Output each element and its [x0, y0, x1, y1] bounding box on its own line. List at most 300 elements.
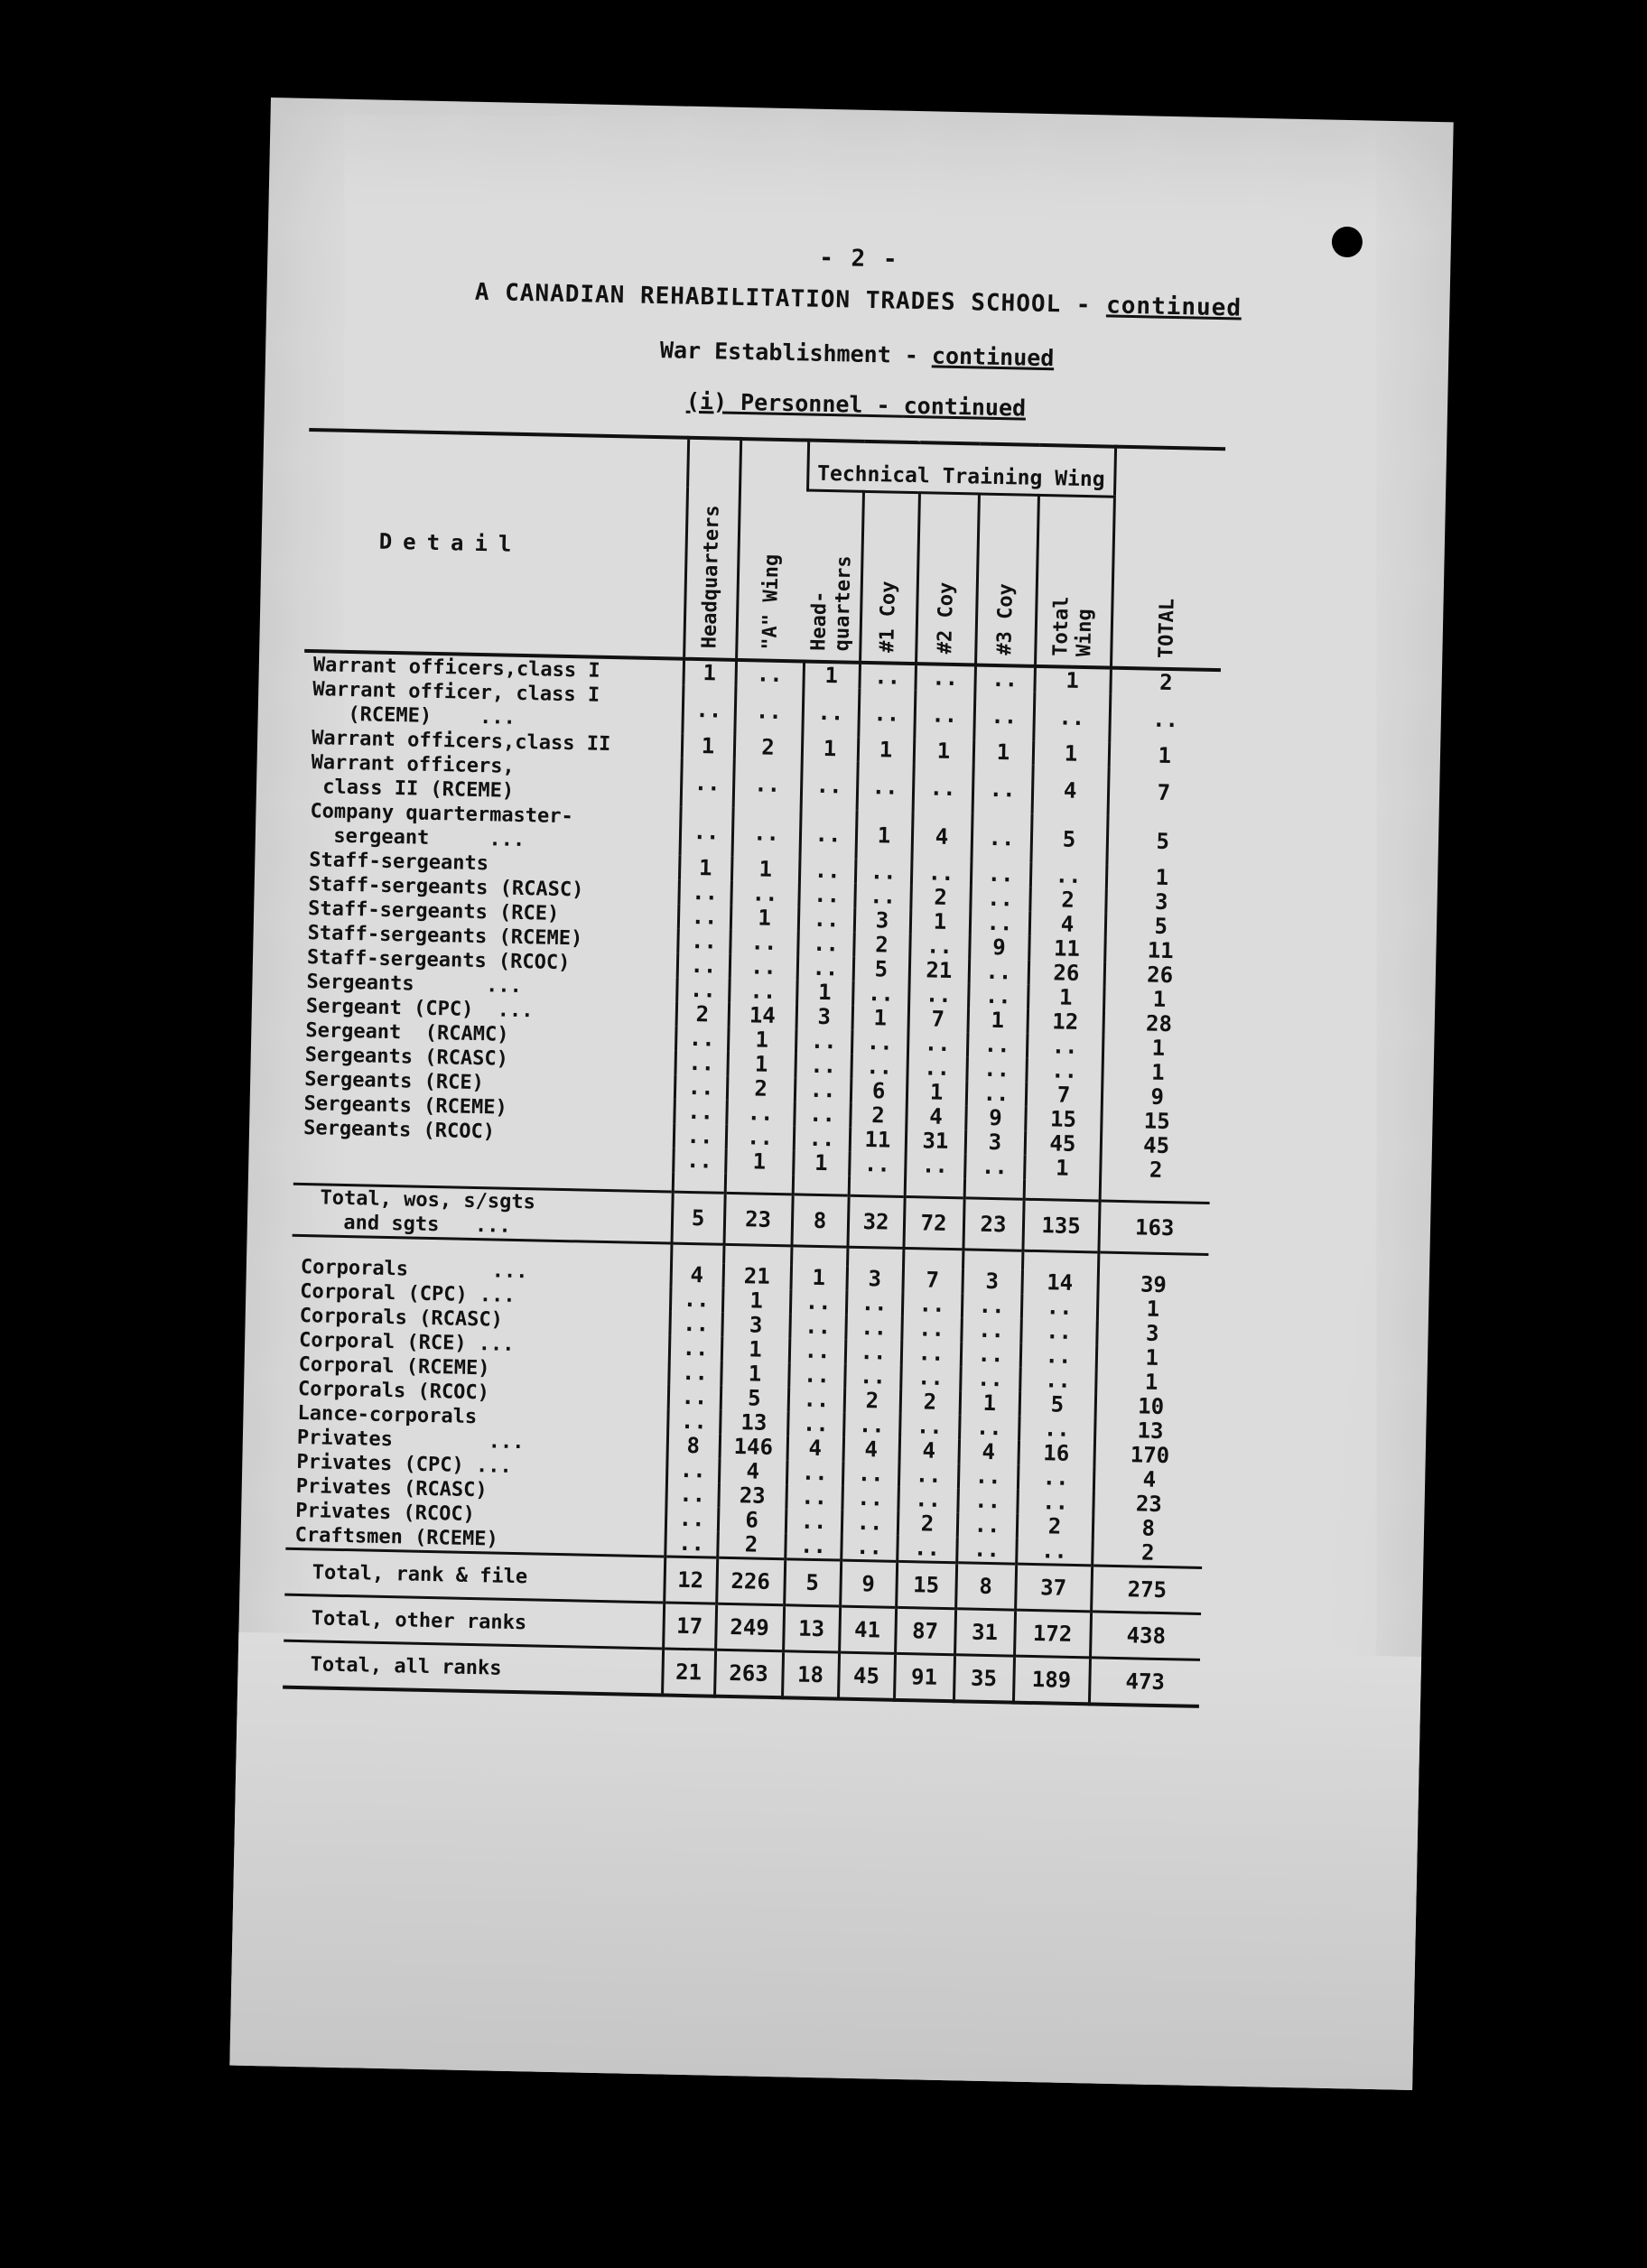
- row-value: 11: [850, 1128, 907, 1153]
- row-label: Craftsmen (RCEME): [294, 1523, 499, 1551]
- row-value: ..: [902, 1292, 963, 1317]
- row-label: Total, wos, s/sgts and sgts ...: [293, 1184, 673, 1243]
- row-label: Warrant officer, class I (RCEME) ...: [312, 678, 600, 730]
- row-value: 31: [906, 1129, 966, 1154]
- row-value: 12: [664, 1557, 717, 1603]
- row-value: 10: [1095, 1393, 1206, 1420]
- row-value: ..: [909, 934, 970, 959]
- row-value: ..: [665, 1507, 719, 1532]
- row-value: 32: [847, 1195, 904, 1248]
- row-value: 1: [1102, 1060, 1213, 1087]
- row-value: ..: [959, 1415, 1019, 1440]
- row-value: 4: [1032, 766, 1109, 816]
- row-label: Corporals ...: [300, 1255, 528, 1284]
- row-label: Sergeants (RCASC): [304, 1044, 509, 1071]
- row-value: ..: [730, 881, 799, 907]
- row-value: ..: [914, 690, 974, 739]
- row-value: 189: [1013, 1656, 1090, 1704]
- row-value: 3: [854, 908, 911, 934]
- row-value: ..: [907, 1031, 968, 1056]
- row-value: ..: [730, 930, 798, 956]
- row-value: 1: [727, 1052, 796, 1078]
- row-value: 1: [803, 661, 860, 688]
- spacer-cell: [1098, 1252, 1208, 1274]
- row-value: 249: [715, 1603, 784, 1651]
- row-value: ..: [956, 1537, 1017, 1564]
- row-value: ..: [843, 1413, 900, 1438]
- row-value: ..: [970, 886, 1030, 911]
- row-value: ..: [726, 1101, 795, 1127]
- row-value: 2: [676, 1002, 730, 1027]
- row-value: ..: [733, 759, 802, 810]
- row-value: 39: [1097, 1271, 1208, 1298]
- row-value: ..: [1033, 692, 1110, 743]
- row-value: ..: [901, 1316, 962, 1342]
- row-value: 9: [840, 1560, 897, 1607]
- row-value: 1: [855, 811, 912, 860]
- row-label: Staff-sergeants (RCASC): [308, 873, 584, 902]
- row-value: ..: [961, 1317, 1021, 1343]
- row-value: 1: [910, 909, 971, 934]
- row-value: 15: [1025, 1107, 1102, 1133]
- row-value: ..: [681, 758, 734, 808]
- row-value: ..: [732, 808, 801, 859]
- row-value: 3: [721, 1313, 790, 1339]
- ink-blot: [1332, 227, 1363, 258]
- row-value: 23: [718, 1483, 786, 1510]
- row-value: 13: [783, 1605, 840, 1652]
- row-value: ..: [675, 1051, 728, 1076]
- row-value: ..: [842, 1486, 898, 1511]
- row-value: ..: [1017, 1490, 1093, 1516]
- row-value: ..: [1027, 1034, 1103, 1060]
- row-value: 1: [679, 856, 732, 881]
- row-value: ..: [682, 685, 735, 735]
- row-value: ..: [796, 1028, 852, 1054]
- row-value: ..: [797, 955, 854, 981]
- row-value: ..: [668, 1385, 721, 1410]
- row-value: ..: [972, 764, 1033, 813]
- row-value: ..: [678, 905, 731, 930]
- row-value: ..: [788, 1387, 845, 1412]
- row-label: Corporal (RCE) ...: [298, 1328, 515, 1356]
- row-label: Corporal (RCEME): [298, 1352, 490, 1380]
- row-value: ..: [957, 1512, 1018, 1538]
- row-value: 7: [902, 1268, 963, 1293]
- row-value: 5: [672, 1192, 725, 1244]
- row-value: 1: [721, 1337, 790, 1363]
- row-value: 1: [1096, 1344, 1207, 1371]
- row-value: 1: [1095, 1369, 1206, 1396]
- row-value: 35: [954, 1655, 1014, 1703]
- row-value: 1: [1034, 666, 1111, 694]
- row-value: ..: [799, 858, 856, 883]
- row-value: ..: [1018, 1465, 1094, 1492]
- page-number: - 2 -: [818, 244, 899, 274]
- row-value: 45: [1025, 1131, 1102, 1157]
- row-value: 4: [1093, 1466, 1205, 1493]
- row-label: Staff-sergeants (RCEME): [307, 922, 583, 951]
- row-value: ..: [913, 763, 973, 813]
- row-label: Sergeant (RCAMC): [305, 1019, 509, 1046]
- row-value: ..: [799, 809, 856, 859]
- row-value: 1: [1103, 987, 1214, 1014]
- row-label: Total, other ranks: [284, 1594, 664, 1649]
- row-value: ..: [897, 1536, 957, 1563]
- row-value: 5: [1030, 814, 1107, 865]
- row-value: 3: [846, 1267, 903, 1292]
- row-value: 3: [1096, 1320, 1207, 1347]
- table-body: [283, 651, 1221, 1706]
- spacer-cell: [723, 1244, 791, 1265]
- spacer-cell: [903, 1248, 963, 1269]
- row-value: ..: [789, 1314, 846, 1339]
- spacer-cell: [725, 1174, 793, 1194]
- spacer-cell: [673, 1173, 725, 1194]
- row-value: 2: [1100, 1157, 1211, 1184]
- row-value: ..: [966, 1056, 1027, 1082]
- row-value: ..: [1020, 1319, 1097, 1345]
- row-value: ..: [973, 691, 1034, 740]
- row-value: ..: [790, 1289, 847, 1315]
- column-group-technical-training-wing: Technical Training Wing: [807, 441, 1115, 497]
- row-value: ..: [676, 978, 730, 1003]
- row-value: 170: [1093, 1442, 1205, 1469]
- section-heading: [265, 379, 1447, 430]
- row-value: ..: [969, 959, 1029, 984]
- row-value: 7: [908, 1007, 969, 1032]
- row-value: ..: [851, 1030, 908, 1055]
- spacer-cell: [791, 1246, 847, 1267]
- row-value: ..: [735, 660, 804, 688]
- row-value: 23: [1093, 1491, 1204, 1518]
- row-value: 11: [1028, 936, 1105, 962]
- spacer-cell: [1100, 1181, 1210, 1203]
- row-value: 1: [914, 739, 974, 764]
- row-label: Privates (CPC) ...: [296, 1450, 512, 1478]
- page-shading: [229, 1632, 1421, 2090]
- row-value: 2: [727, 1076, 796, 1102]
- row-value: ..: [798, 906, 855, 932]
- row-value: ..: [970, 910, 1030, 935]
- row-value: 4: [1029, 912, 1106, 938]
- row-value: ..: [1030, 863, 1107, 889]
- row-value: ..: [670, 1287, 723, 1313]
- row-value: 1: [1106, 865, 1217, 892]
- table-header: [304, 430, 1225, 670]
- row-label: Warrant officers, class II (RCEME): [310, 751, 515, 803]
- row-value: ..: [908, 982, 969, 1008]
- row-label: Privates (RCOC): [294, 1499, 476, 1527]
- row-value: 1: [1103, 1036, 1214, 1063]
- spacer-cell: [1024, 1180, 1100, 1201]
- row-value: ..: [849, 1152, 906, 1177]
- row-label: Corporal (CPC) ...: [300, 1279, 516, 1307]
- row-value: 2: [850, 1103, 907, 1129]
- row-value: 3: [962, 1269, 1022, 1294]
- row-value: 1: [1109, 743, 1220, 770]
- row-value: 2: [910, 885, 971, 910]
- row-value: ..: [794, 1101, 851, 1127]
- row-value: ..: [669, 1336, 722, 1362]
- row-value: 4: [906, 1104, 966, 1129]
- column-header-coy-2: #2 Coy: [916, 492, 979, 665]
- row-value: ..: [680, 807, 733, 857]
- row-value: ..: [900, 1365, 961, 1390]
- row-value: 1: [852, 1006, 909, 1031]
- row-value: ..: [726, 1125, 795, 1151]
- row-value: ..: [968, 983, 1028, 1009]
- row-value: 8: [1093, 1515, 1204, 1542]
- column-header-total: TOTAL: [1111, 447, 1225, 671]
- row-value: 26: [1028, 961, 1105, 987]
- row-value: ..: [788, 1362, 845, 1388]
- row-value: ..: [734, 686, 803, 737]
- row-value: ..: [842, 1462, 899, 1487]
- row-label: Total, all ranks: [283, 1641, 663, 1695]
- row-value: 9: [969, 934, 1029, 960]
- row-value: ..: [677, 929, 730, 954]
- row-value: ..: [964, 1154, 1025, 1179]
- row-value: ..: [1021, 1295, 1098, 1321]
- row-value: ..: [841, 1535, 898, 1562]
- row-value: ..: [789, 1338, 846, 1363]
- row-value: ..: [851, 1055, 907, 1080]
- row-value: 26: [1104, 962, 1215, 990]
- spacer-cell: [849, 1176, 905, 1197]
- row-value: 2: [1110, 668, 1221, 697]
- row-value: 438: [1090, 1612, 1201, 1660]
- row-value: ..: [898, 1487, 958, 1512]
- row-value: 5: [721, 1386, 789, 1412]
- row-value: ..: [854, 884, 911, 909]
- row-label: Staff-sergeants (RCE): [307, 897, 560, 925]
- row-value: ..: [674, 1124, 727, 1149]
- row-value: ..: [846, 1291, 903, 1316]
- row-value: ..: [665, 1530, 718, 1557]
- row-value: ..: [901, 1341, 962, 1366]
- row-value: ..: [786, 1509, 842, 1534]
- row-value: 1: [1028, 985, 1104, 1011]
- row-value: 1: [802, 736, 859, 761]
- row-value: 1: [731, 857, 800, 883]
- row-value: 1: [907, 1080, 967, 1105]
- row-value: 1: [960, 1390, 1020, 1416]
- row-value: ..: [844, 1364, 901, 1390]
- row-value: 1: [1024, 1156, 1101, 1182]
- row-label: Company quartermaster- sergeant ...: [309, 800, 574, 852]
- row-label: Privates (RCASC): [295, 1474, 488, 1502]
- row-value: 87: [895, 1607, 955, 1654]
- row-value: ..: [915, 664, 975, 691]
- row-value: 2: [844, 1389, 901, 1414]
- column-header-headquarters: Headquarters: [684, 438, 740, 660]
- row-value: 6: [851, 1079, 907, 1104]
- row-value: 5: [1105, 914, 1216, 941]
- row-value: 263: [714, 1650, 783, 1697]
- row-label: Sergeants (RCOC): [302, 1117, 496, 1144]
- row-value: ..: [845, 1340, 902, 1365]
- row-value: 4: [671, 1263, 724, 1288]
- row-label: Warrant officers,class I: [312, 654, 600, 683]
- row-value: ..: [1019, 1417, 1095, 1443]
- spacer-cell: [963, 1250, 1022, 1270]
- row-value: ..: [858, 689, 915, 739]
- row-value: 37: [1015, 1564, 1092, 1612]
- row-value: 1: [721, 1362, 789, 1388]
- column-header-detail: Detail: [378, 528, 523, 557]
- row-value: 9: [1102, 1084, 1213, 1111]
- row-value: 2: [717, 1532, 786, 1559]
- row-value: ..: [675, 1027, 729, 1052]
- row-value: 4: [898, 1438, 959, 1464]
- row-value: 2: [1017, 1514, 1093, 1540]
- personnel-table-wrapper: [283, 428, 1225, 1708]
- row-value: 15: [896, 1561, 956, 1608]
- row-label: Sergeants ...: [306, 971, 523, 999]
- row-value: ..: [795, 1077, 851, 1102]
- column-header-coy-3: #3 Coy: [975, 494, 1038, 666]
- row-label: Staff-sergeants: [309, 849, 489, 876]
- row-value: 1: [683, 659, 736, 686]
- row-value: 4: [911, 812, 972, 861]
- row-value: 1: [858, 738, 915, 763]
- row-value: 31: [954, 1609, 1015, 1656]
- row-value: ..: [911, 860, 972, 886]
- row-value: ..: [957, 1488, 1018, 1513]
- row-value: 21: [909, 958, 970, 983]
- row-value: ..: [962, 1293, 1022, 1318]
- row-value: 275: [1091, 1566, 1202, 1614]
- row-value: 4: [787, 1436, 844, 1461]
- row-value: ..: [852, 981, 909, 1007]
- row-label: Corporals (RCOC): [297, 1377, 490, 1405]
- row-value: 146: [720, 1435, 788, 1461]
- row-label: Sergeants (RCEME): [303, 1092, 508, 1120]
- row-value: 1: [728, 1027, 796, 1054]
- row-value: 3: [796, 1004, 853, 1029]
- row-value: 72: [903, 1196, 963, 1249]
- row-value: ..: [1020, 1343, 1097, 1370]
- row-value: 1: [973, 739, 1034, 765]
- row-value: 2: [1092, 1539, 1203, 1567]
- row-value: 15: [1101, 1109, 1212, 1136]
- title-continued: continued: [1105, 292, 1242, 322]
- row-value: 2: [853, 933, 910, 958]
- row-value: 13: [1094, 1418, 1205, 1445]
- row-label: Sergeants (RCE): [303, 1068, 485, 1095]
- row-value: 1: [790, 1265, 847, 1290]
- row-value: ..: [669, 1312, 722, 1337]
- row-value: 2: [898, 1511, 958, 1537]
- row-value: 1: [796, 980, 853, 1005]
- row-value: 473: [1089, 1658, 1200, 1706]
- row-value: 4: [719, 1459, 787, 1485]
- row-value: ..: [785, 1533, 842, 1560]
- document-title: [266, 274, 1449, 326]
- row-label: Staff-sergeants (RCOC): [306, 946, 571, 975]
- spacer-cell: [671, 1243, 723, 1264]
- row-value: 12: [1027, 1009, 1103, 1036]
- row-value: ..: [786, 1484, 842, 1510]
- row-value: 28: [1103, 1011, 1214, 1038]
- row-value: 23: [963, 1198, 1023, 1250]
- row-label: Total, rank & file: [284, 1548, 665, 1603]
- title-main: A CANADIAN REHABILITATION TRADES SCHOOL -: [474, 278, 1107, 320]
- row-value: ..: [905, 1153, 965, 1178]
- row-label: Warrant officers,class II: [311, 727, 611, 757]
- row-value: 7: [1026, 1083, 1103, 1109]
- row-value: 1: [793, 1150, 850, 1176]
- row-value: 1: [730, 906, 799, 932]
- row-value: 16: [1018, 1441, 1094, 1467]
- row-value: 11: [1104, 938, 1215, 965]
- row-value: 45: [838, 1652, 895, 1700]
- row-value: 5: [784, 1559, 841, 1606]
- row-value: ..: [859, 663, 916, 690]
- row-value: ..: [787, 1411, 844, 1436]
- row-value: ..: [857, 762, 914, 812]
- row-value: 1: [1033, 741, 1110, 767]
- row-value: 4: [958, 1439, 1019, 1464]
- row-value: ..: [961, 1342, 1021, 1367]
- row-value: 2: [900, 1390, 961, 1415]
- section-main: (i) Personnel -: [685, 387, 904, 419]
- row-value: 17: [663, 1603, 716, 1650]
- row-value: 1: [967, 1008, 1028, 1033]
- row-value: 18: [782, 1651, 839, 1699]
- row-value: ..: [974, 665, 1035, 692]
- row-value: 45: [1101, 1133, 1212, 1160]
- row-value: ..: [797, 931, 854, 956]
- row-value: 5: [853, 957, 910, 982]
- row-value: ..: [1026, 1058, 1103, 1084]
- row-value: 135: [1022, 1199, 1099, 1252]
- row-value: 21: [662, 1649, 715, 1696]
- row-value: ..: [795, 1053, 851, 1078]
- row-value: 21: [722, 1264, 791, 1290]
- row-value: 1: [682, 734, 735, 759]
- column-header-ttw-headquarters: Head- quarters: [807, 555, 856, 652]
- row-value: ..: [794, 1126, 851, 1151]
- row-value: 8: [955, 1563, 1016, 1610]
- row-value: ..: [898, 1463, 959, 1488]
- row-value: ..: [1109, 694, 1220, 746]
- row-value: 1: [725, 1149, 794, 1176]
- row-value: 13: [720, 1410, 788, 1436]
- row-value: ..: [842, 1510, 898, 1536]
- column-header-total-wing: Total Wing: [1035, 495, 1114, 668]
- spacer-cell: [1022, 1250, 1098, 1271]
- row-value: 23: [724, 1193, 793, 1246]
- row-value: 91: [894, 1653, 954, 1701]
- row-value: 3: [1105, 889, 1216, 916]
- row-value: ..: [1016, 1538, 1093, 1566]
- row-value: ..: [802, 687, 859, 737]
- row-value: ..: [673, 1148, 726, 1174]
- row-value: 14: [1021, 1270, 1098, 1297]
- row-value: ..: [674, 1100, 727, 1125]
- row-value: ..: [666, 1458, 720, 1483]
- row-value: 7: [1108, 767, 1219, 819]
- row-value: 2: [1029, 888, 1106, 914]
- spacer-cell: [964, 1178, 1024, 1199]
- row-value: 172: [1014, 1610, 1091, 1658]
- row-value: ..: [971, 813, 1031, 862]
- row-value: ..: [801, 760, 858, 810]
- row-value: ..: [1019, 1368, 1096, 1394]
- spacer-cell: [793, 1175, 849, 1195]
